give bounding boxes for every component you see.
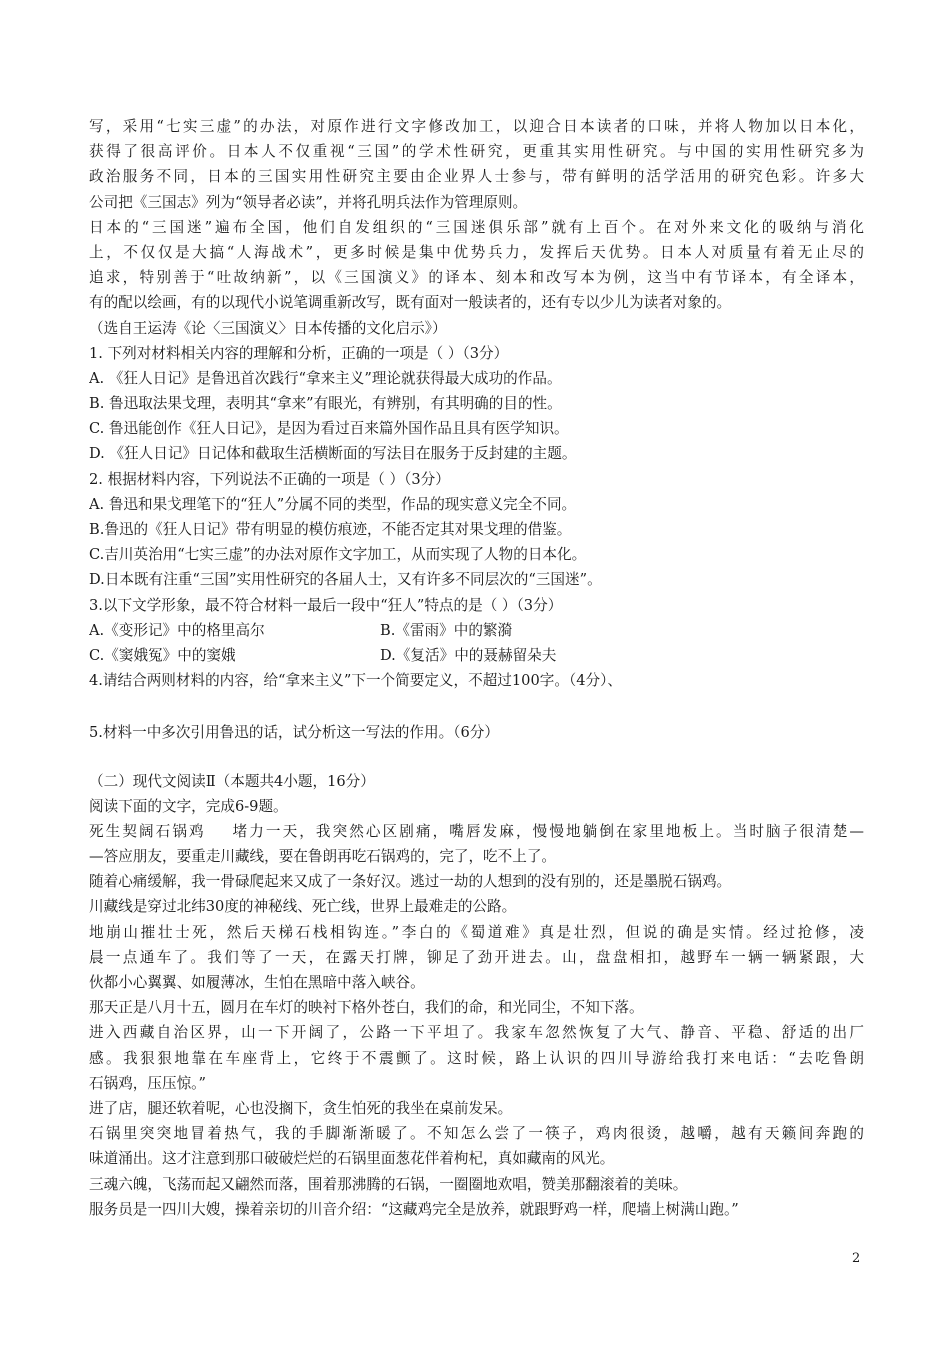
paragraph-line: —答应朋友，要重走川藏线，要在鲁朗再吃石锅鸡的，完了，吃不上了。 — [89, 848, 557, 866]
paragraph-line: 随着心痛缓解，我一骨碌爬起来又成了一条好汉。逃过一劫的人想到的没有别的，还是墨脱石锅鸡。 — [89, 873, 732, 891]
section-instruction: 阅读下面的文字，完成6-9题。 — [89, 797, 288, 815]
question-4: 4.请结合两则材料的内容，给“拿来主义”下一个简要定义，不超过100字。（4分）、 — [89, 672, 622, 690]
page-number: 2 — [852, 1251, 861, 1266]
paragraph-line: 石锅里突突地冒着热气，我的手脚渐渐暖了。不知怎么尝了一筷子，鸡肉很烫，越嚼，越有天籁间奔跑的 — [89, 1125, 864, 1143]
option-b: B.《雷雨》中的繁漪 — [380, 621, 513, 639]
question-2 — [89, 467, 864, 593]
question-5: 5.材料一中多次引用鲁迅的话，试分析这一写法的作用。（6分） — [89, 724, 499, 742]
paragraph-line: 写，采用“七实三虚”的办法，对原作进行文字修改加工，以迎合日本读者的口味，并将人物加以日本化， — [89, 118, 864, 135]
paragraph-line: 味道涌出。这才注意到那口破破烂烂的石锅里面葱花伴着枸杞，真如藏南的风光。 — [89, 1150, 615, 1168]
paragraph-line: 感。我狠狠地靠在车座背上，它终于不震颤了。这时候，路上认识的四川导游给我打来电话：“去吃鲁朗 — [89, 1049, 864, 1067]
option-row — [89, 643, 864, 668]
option-d: D.《复活》中的聂赫留朵夫 — [380, 646, 557, 664]
paragraph-line: 石锅鸡，压压惊。” — [89, 1074, 206, 1092]
option-c: C.吉川英治用“七实三虚”的办法对原作文字加工，从而实现了人物的日本化。 — [89, 546, 587, 564]
paragraph-line: 进了店，腿还软着呢，心也没搁下，贪生怕死的我坐在桌前发呆。 — [89, 1099, 513, 1117]
paragraph-line: 晨一点通车了。我们等了一天，在露天打牌，铆足了劲开进去。山，盘盘相扣，越野车一辆一辆紧跟，大 — [89, 948, 864, 966]
source-citation: （选自王运涛《论〈三国演义〉日本传播的文化启示》） — [89, 319, 447, 337]
option-c: C. 鲁迅能创作《狂人日记》，是因为看过百来篇外国作品且具有医学知识。 — [89, 420, 569, 438]
option-a: A. 鲁迅和果戈理笔下的“狂人”分属不同的类型，作品的现实意义完全不同。 — [89, 495, 577, 513]
option-a: A. 《狂人日记》是鲁迅首次践行“拿来主义”理论就获得最大成功的作品。 — [89, 369, 562, 387]
paragraph-line: 日本的“三国迷”遍布全国，他们自发组织的“三国迷俱乐部”就有上百个。在对外来文化的吸纳与消化 — [89, 218, 864, 236]
section-two — [89, 769, 864, 1222]
paragraph-line: 川藏线是穿过北纬30度的神秘线、死亡线，世界上最难走的公路。 — [89, 898, 517, 916]
paragraph-line: 那天正是八月十五，圆月在车灯的映衬下格外苍白，我们的命，和光同尘，不知下落。 — [89, 999, 644, 1017]
option-a: A.《变形记》中的格里高尔 — [89, 621, 265, 639]
option-row — [89, 618, 864, 643]
option-b: B. 鲁迅取法果戈理，表明其“拿来”有眼光，有辨别，有其明确的目的性。 — [89, 395, 562, 413]
option-c: C.《窦娥冤》中的窦娥 — [89, 646, 236, 664]
paragraph-line: 公司把《三国志》列为“领导者必读”，并将孔明兵法作为管理原则。 — [89, 193, 528, 211]
page-content — [89, 114, 864, 1222]
question-3 — [89, 593, 864, 669]
section-heading: （二）现代文阅读Ⅱ（本题共4小题，16分） — [89, 772, 375, 790]
question-stem: 1. 下列对材料相关内容的理解和分析，正确的一项是（ ）（3分） — [89, 344, 509, 362]
question-stem: 2. 根据材料内容，下列说法不正确的一项是（ ）（3分） — [89, 470, 450, 488]
paragraph-line: 三魂六魄，飞荡而起又翩然而落，围着那沸腾的石锅，一圈圈地欢唱，赞美那翻滚着的美味。 — [89, 1175, 688, 1193]
option-d: D. 《狂人日记》日记体和截取生活横断面的写法目在服务于反封建的主题。 — [89, 445, 577, 463]
paragraph-line: 追求，特别善于“吐故纳新”，以《三国演义》的译本、刻本和改写本为例，这当中有节译本，有全译本， — [89, 269, 864, 287]
option-b: B.鲁迅的《狂人日记》带有明显的模仿痕迹，不能否定其对果戈理的借鉴。 — [89, 521, 572, 538]
paragraph-line: 服务员是一四川大嫂，操着亲切的川音介绍：“这藏鸡完全是放养，就跟野鸡一样，爬墙上树满山跑。” — [89, 1200, 739, 1218]
paragraph-line: 上，不仅仅是大搞“人海战术”，更多时候是集中优势兵力，发挥后天优势。日本人对质量有着无止尽的 — [89, 243, 864, 261]
material-one-tail — [89, 114, 864, 341]
question-1 — [89, 341, 864, 467]
paragraph-line: 获得了很高评价。日本人不仅重视“三国”的学术性研究，更重其实用性研究。与中国的实用性研究多为 — [89, 143, 864, 161]
paragraph-line: 政治服务不同，日本的三国实用性研究主要由企业界人士参与，带有鲜明的活学活用的研究色彩。许多大 — [89, 168, 864, 186]
question-stem: 3.以下文学形象，最不符合材料一最后一段中“狂人”特点的是（ ）（3分） — [89, 596, 563, 614]
paragraph-line: 地崩山摧壮士死，然后天梯石栈相钩连。”李白的《蜀道难》真是壮烈，但说的确是实情。经过抢修，凌 — [89, 923, 864, 941]
paragraph-line: 死生契阔石锅鸡 堵力一天，我突然心区剧痛，嘴唇发麻，慢慢地躺倒在家里地板上。当时脑子很清楚— — [89, 822, 864, 840]
paragraph-line: 进入西藏自治区界，山一下开阔了，公路一下平坦了。我家车忽然恢复了大气、静音、平稳、舒适的出厂 — [89, 1024, 864, 1042]
paragraph-line: 有的配以绘画，有的以现代小说笔调重新改写，既有面对一般读者的，还有专以少儿为读者对象的。 — [89, 294, 732, 312]
paragraph-line: 伙都小心翼翼、如履薄冰，生怕在黑暗中落入峡谷。 — [89, 974, 425, 991]
option-d: D.日本既有注重“三国”实用性研究的各届人士，又有许多不同层次的“三国迷”。 — [89, 571, 602, 589]
